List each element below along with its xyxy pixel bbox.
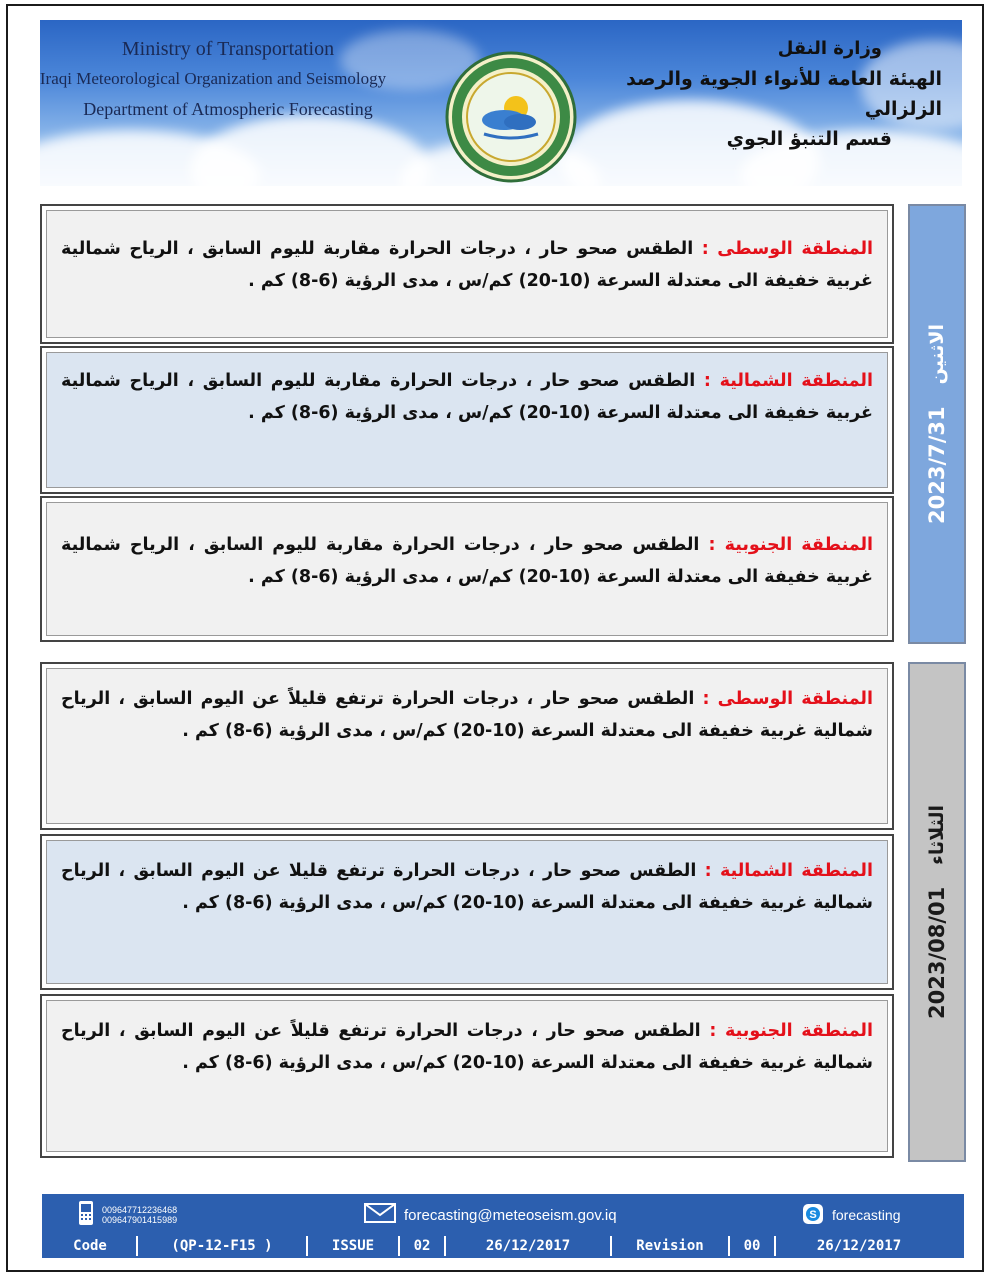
forecast-day-1 <box>40 204 966 644</box>
region-forecast-text: الطقس صحو حار ، درجات الحرارة ترتفع قليلاً عن اليوم السابق ، الرياح شمالية غربية خفيفة الى معتدلة السرعة (10-20) كم/س ، مدى الرؤية (6-8) كم . <box>61 689 873 741</box>
header-arabic <box>562 34 942 154</box>
skype-handle: forecasting <box>832 1207 901 1223</box>
meteorological-organization-seal-icon <box>444 50 578 184</box>
forecast-date: 2023/08/01 <box>925 886 949 1019</box>
document-header <box>40 20 962 186</box>
issue-label: ISSUE <box>306 1236 398 1256</box>
phone-icon <box>78 1200 94 1230</box>
email-address[interactable]: forecasting@meteoseism.gov.iq <box>404 1206 617 1224</box>
region-name: المنطقة الشمالية : <box>704 861 873 881</box>
forecast-date: 2023/7/31 <box>925 406 949 524</box>
header-english <box>40 34 398 124</box>
code-value: (QP-12-F15 ) <box>136 1236 306 1256</box>
region-forecast-text: الطقس صحو حار ، درجات الحرارة ترتفع قليلا عن اليوم السابق ، الرياح شمالية غربية خفيفة الى معتدلة السرعة (10-20) كم/س ، مدى الرؤية (6-8) كم . <box>61 861 873 913</box>
ministry-name-en: Ministry of Transportation <box>121 38 335 60</box>
issue-number: 02 <box>398 1236 444 1256</box>
revision-date: 26/12/2017 <box>774 1236 942 1256</box>
svg-text:S: S <box>809 1208 817 1221</box>
date-bar-day2 <box>908 662 966 1162</box>
date-bar-day1 <box>908 204 966 644</box>
department-name-en: Department of Atmospheric Forecasting <box>83 99 373 119</box>
envelope-icon <box>364 1203 396 1227</box>
region-north-day1 <box>40 346 894 494</box>
region-forecast-text: الطقس صحو حار ، درجات الحرارة ترتفع قليلاً عن اليوم السابق ، الرياح شمالية غربية خفيفة الى معتدلة السرعة (10-20) كم/س ، مدى الرؤية (6-8) كم . <box>61 1021 873 1073</box>
region-central-day2 <box>40 662 894 830</box>
forecast-day-2 <box>40 662 966 1162</box>
region-forecast-text: الطقس صحو حار ، درجات الحرارة مقاربة لليوم السابق ، الرياح شمالية غربية خفيفة الى معتدلة السرعة (10-20) كم/س ، مدى الرؤية (6-8) كم . <box>61 535 873 587</box>
code-label: Code <box>73 1238 107 1254</box>
skype-contact <box>802 1200 900 1230</box>
region-central-day1 <box>40 204 894 344</box>
document-code-row <box>44 1236 962 1256</box>
region-name: المنطقة الجنوبية : <box>708 535 874 555</box>
region-name: المنطقة الشمالية : <box>703 371 873 391</box>
forecast-day-name: الثلاثاء <box>926 805 948 865</box>
skype-icon <box>802 1203 824 1228</box>
department-name-ar: قسم التنبؤ الجوي <box>726 128 892 150</box>
region-south-day1 <box>40 496 894 642</box>
phone-number-2: 009647901415989 <box>102 1215 178 1225</box>
phone-number-1: 009647712236468 <box>102 1205 178 1215</box>
email-contact <box>364 1200 617 1230</box>
region-name: المنطقة الوسطى : <box>701 239 874 259</box>
document-footer <box>42 1194 964 1258</box>
region-south-day2 <box>40 994 894 1158</box>
region-north-day2 <box>40 834 894 990</box>
ministry-name-ar: وزارة النقل <box>777 38 882 59</box>
organization-name-ar: الهيئة العامة للأنواء الجوية والرصد الزلزالي <box>626 68 942 120</box>
region-forecast-text: الطقس صحو حار ، درجات الحرارة مقاربة لليوم السابق ، الرياح شمالية غربية خفيفة الى معتدلة السرعة (10-20) كم/س ، مدى الرؤية (6-8) كم . <box>61 371 873 423</box>
phone-contact <box>78 1200 177 1230</box>
region-forecast-text: الطقس صحو حار ، درجات الحرارة مقاربة لليوم السابق ، الرياح شمالية غربية خفيفة الى معتدلة السرعة (10-20) كم/س ، مدى الرؤية (6-8) كم . <box>61 239 873 291</box>
issue-date: 26/12/2017 <box>444 1236 610 1256</box>
revision-label: Revision <box>610 1236 728 1256</box>
region-name: المنطقة الجنوبية : <box>709 1021 874 1041</box>
organization-name-en: Iraqi Meteorological Organization and Seismology <box>40 69 387 88</box>
region-name: المنطقة الوسطى : <box>702 689 874 709</box>
revision-number: 00 <box>728 1236 774 1256</box>
forecast-day-name: الاثنين <box>926 324 948 385</box>
